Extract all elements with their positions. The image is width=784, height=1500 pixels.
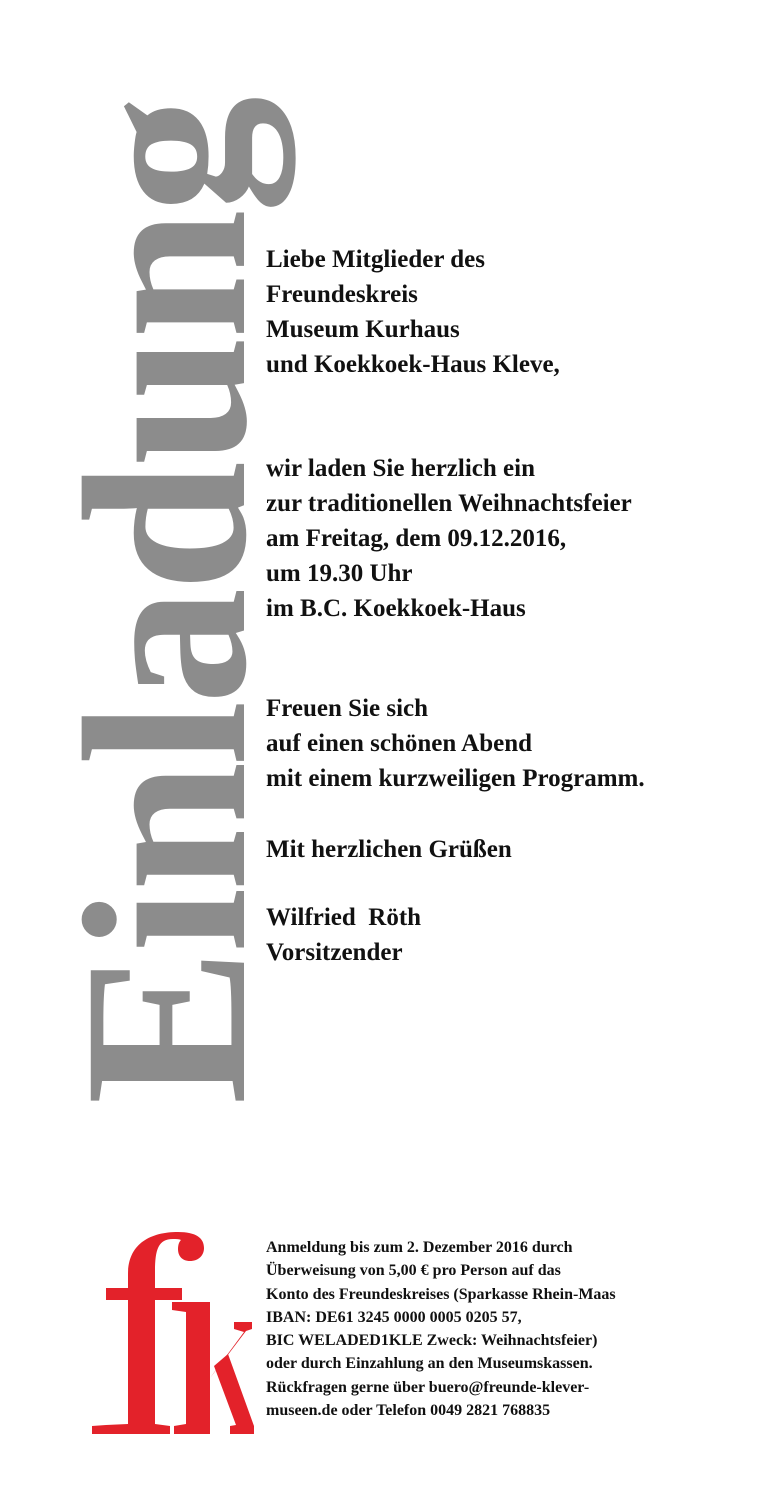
invitation-line: zur traditionellen Weihnachtsfeier (266, 490, 632, 517)
invitation-block (266, 451, 632, 626)
greeting-line: und Koekkoek-Haus Kleve, (266, 351, 560, 378)
note-line: BIC WELADED1KLE Zweck: Weihnachtsfeier) (266, 1332, 598, 1350)
note-line: Rückfragen gerne über buero@freunde-klever- (266, 1378, 590, 1396)
enjoy-block (266, 691, 645, 796)
registration-note (266, 1236, 616, 1422)
greeting-block (266, 242, 560, 382)
greeting-line: Freundeskreis (266, 281, 418, 308)
title-container (35, 100, 295, 1200)
enjoy-line: auf einen schönen Abend (266, 730, 533, 757)
fk-logo (84, 1228, 254, 1438)
enjoy-line: mit einem kurzweiligen Programm. (266, 765, 645, 792)
signature-role: Vorsitzender (266, 939, 403, 966)
vertical-title: Einladung (35, 100, 295, 1105)
invitation-line: im B.C. Koekkoek-Haus (266, 595, 526, 622)
fk-logo-graphic (84, 1228, 254, 1438)
note-line: museen.de oder Telefon 0049 2821 768835 (266, 1402, 551, 1420)
invitation-line: um 19.30 Uhr (266, 560, 413, 587)
regards-block (266, 832, 512, 867)
signature-name: Wilfried Röth (266, 904, 422, 931)
enjoy-line: Freuen Sie sich (266, 695, 429, 722)
invitation-line: wir laden Sie herzlich ein (266, 455, 535, 482)
invitation-line: am Freitag, dem 09.12.2016, (266, 525, 567, 552)
note-line: oder durch Einzahlung an den Museumskassen. (266, 1355, 593, 1373)
greeting-line: Museum Kurhaus (266, 316, 460, 343)
note-line: IBAN: DE61 3245 0000 0005 0205 57, (266, 1308, 522, 1326)
regards-text: Mit herzlichen Grüßen (266, 836, 512, 863)
note-line: Überweisung von 5,00 € pro Person auf das (266, 1262, 561, 1280)
greeting-line: Liebe Mitglieder des (266, 246, 485, 273)
note-line: Anmeldung bis zum 2. Dezember 2016 durch (266, 1239, 573, 1256)
note-line: Konto des Freundeskreises (Sparkasse Rhein-Maas (266, 1285, 616, 1303)
signature-block (266, 900, 421, 970)
